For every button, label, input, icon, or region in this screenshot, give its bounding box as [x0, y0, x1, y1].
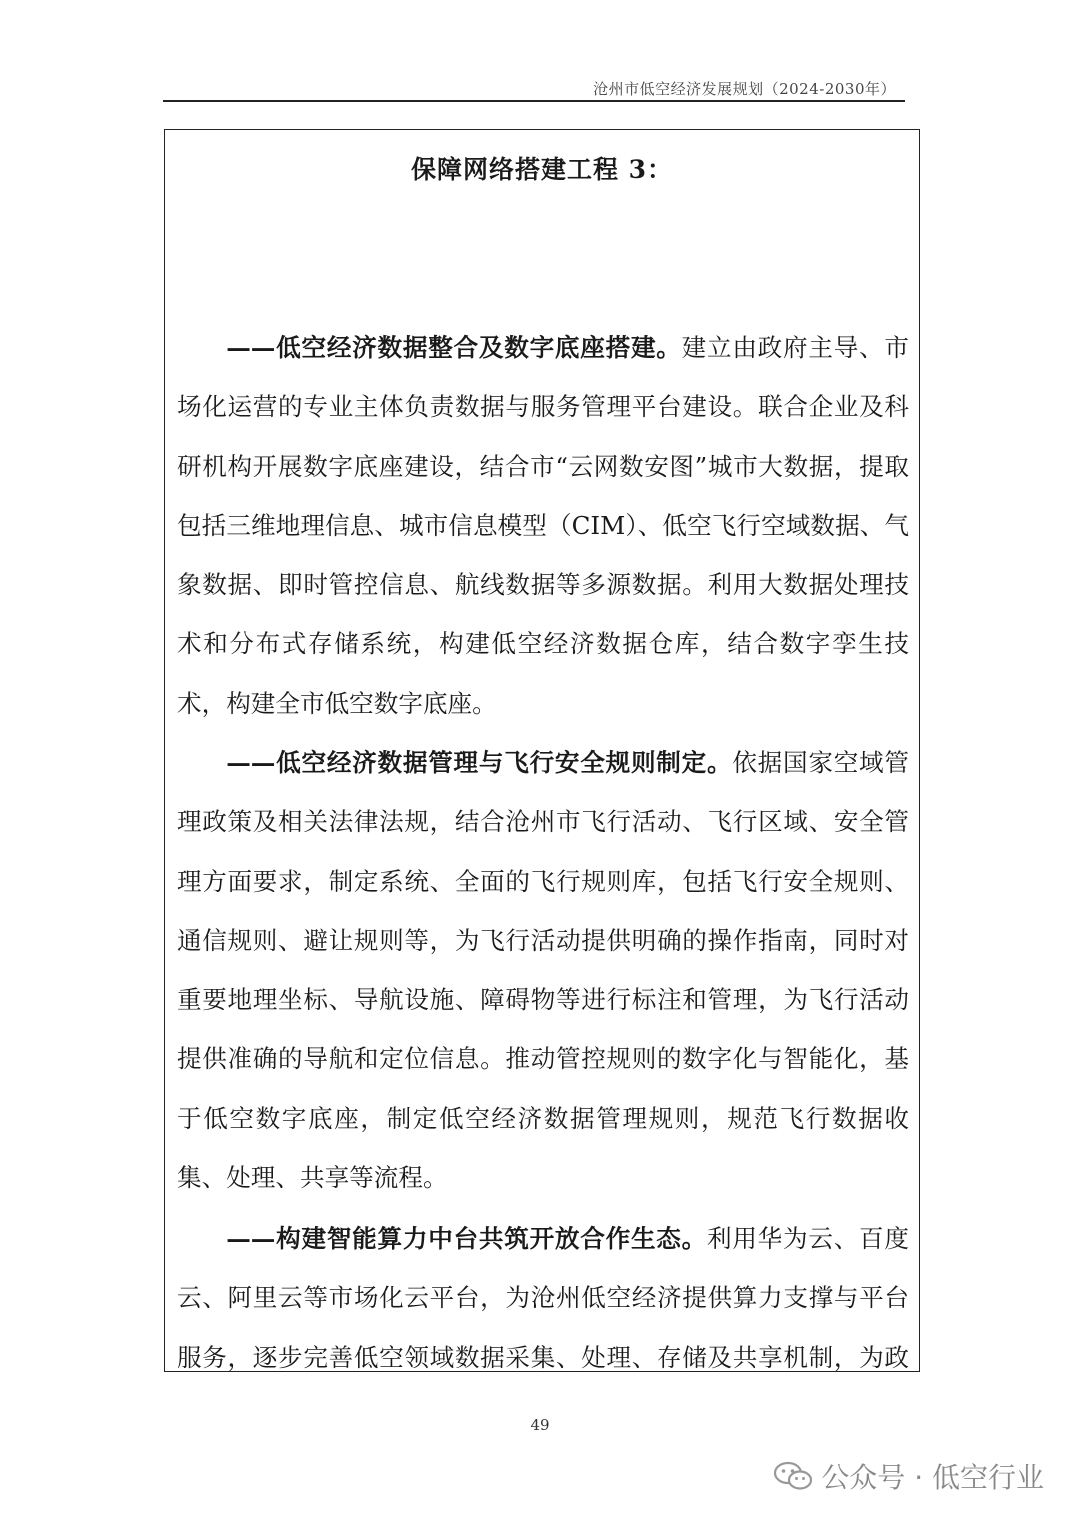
- paragraph-body: 建立由政府主导、市场化运营的专业主体负责数据与服务管理平台建设。联合企业及科研机构开展数字底座建设，结合市“云网数安图”城市大数据，提取包括三维地理信息、城市信息模型（CIM）、低空飞行空域数据、气象数据、即时管控信息、航线数据等多源数据。利用大数据处理技术和分布式存储系统，构建低空经济数据仓库，结合数字孪生技术，构建全市低空数字底座。: [177, 333, 909, 718]
- paragraph-computing-platform: [177, 1209, 909, 1372]
- paragraph-lead: ——低空经济数据管理与飞行安全规则制定。: [226, 748, 733, 777]
- paragraph-lead: ——低空经济数据整合及数字底座搭建。: [226, 333, 682, 362]
- paragraph-safety-rules: [177, 733, 909, 1207]
- project-box: [164, 129, 920, 1372]
- running-header: 沧州市低空经济发展规划（2024-2030年）: [593, 80, 896, 98]
- paragraph-data-integration: [177, 318, 909, 733]
- box-title: 保障网络搭建工程 3：: [410, 155, 674, 184]
- watermark: [773, 1456, 1044, 1496]
- paragraph-body: 依据国家空域管理政策及相关法律法规，结合沧州市飞行活动、飞行区域、安全管理方面要求，制定系统、全面的飞行规则库，包括飞行安全规则、通信规则、避让规则等，为飞行活动提供明确的操作指南，同时对重要地理坐标、导航设施、障碍物等进行标注和管理，为飞行活动提供准确的导航和定位信息。推动管控规则的数字化与智能化，基于低空数字底座，制定低空经济数据管理规则，规范飞行数据收集、处理、共享等流程。: [177, 748, 909, 1193]
- wechat-icon: [773, 1461, 813, 1491]
- page-number: 49: [530, 1416, 550, 1434]
- watermark-text: 公众号 · 低空行业: [821, 1461, 1044, 1494]
- paragraph-lead: ——构建智能算力中台共筑开放合作生态。: [226, 1224, 707, 1253]
- paragraph-body: 利用华为云、百度云、阿里云等市场化云平台，为沧州低空经济提供算力支撑与平台服务，逐步完善低空领域数据采集、处理、存储及共享机制，为政: [177, 1224, 909, 1372]
- header-divider: [163, 100, 905, 102]
